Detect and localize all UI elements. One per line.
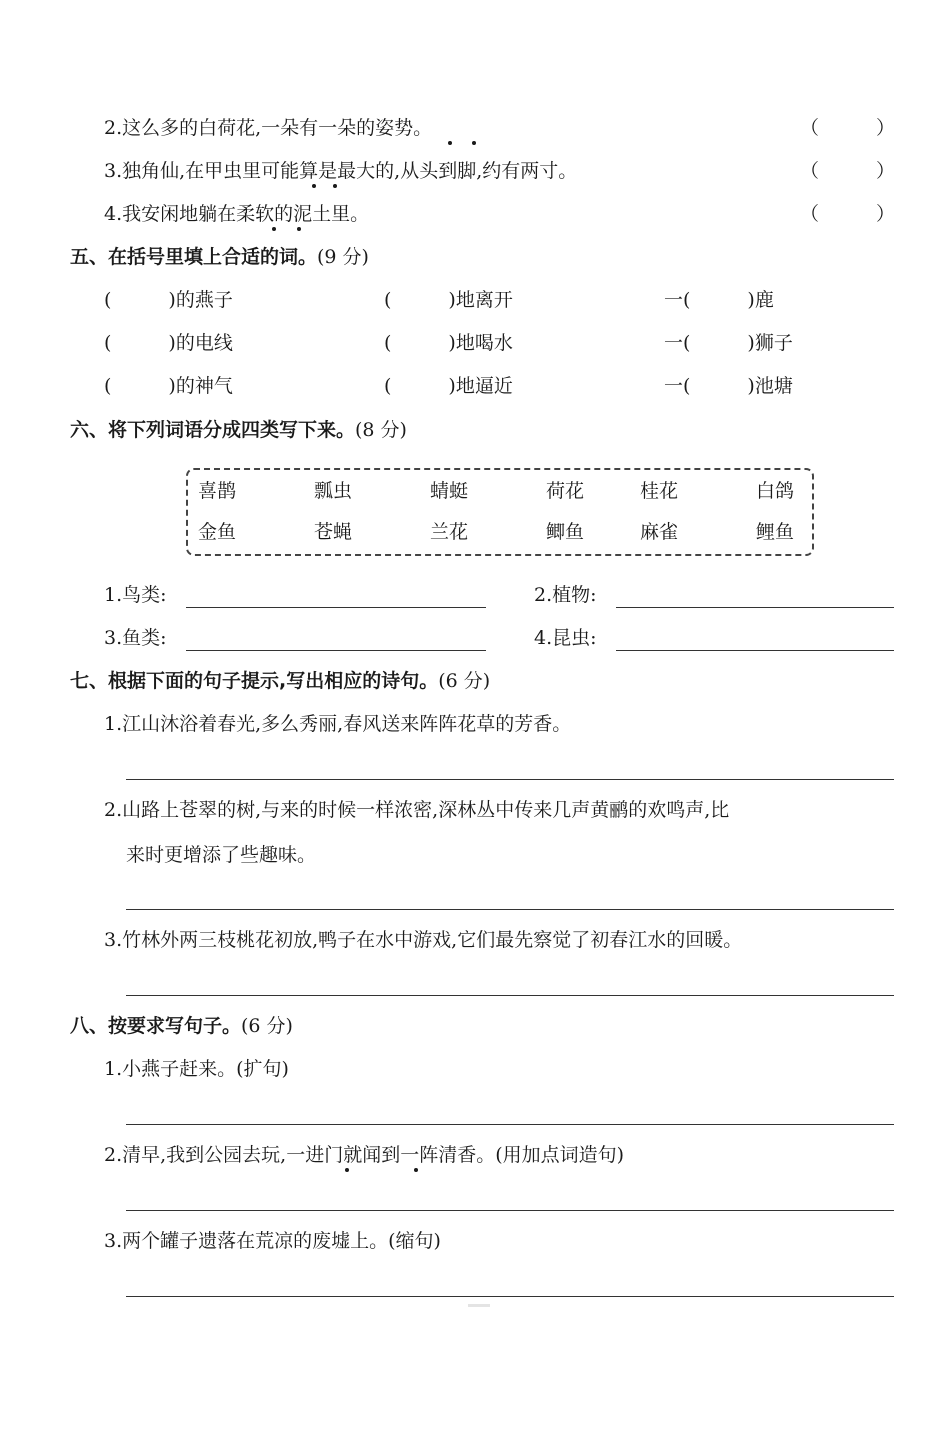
category-label-birds: 1.鸟类: xyxy=(104,584,167,606)
word-bank-word: 苍蝇 xyxy=(314,521,353,543)
emphasis-dot xyxy=(297,227,301,231)
s5-cell[interactable]: 一( )狮子 xyxy=(664,332,793,354)
s5-cell[interactable]: ( )的神气 xyxy=(104,375,233,397)
section6-title-text: 六、将下列词语分成四类写下来。 xyxy=(70,419,356,441)
word-bank-word: 白鸽 xyxy=(756,480,795,502)
word-bank-word: 金鱼 xyxy=(198,521,237,543)
s7-question-2-cont: 来时更增添了些趣味。 xyxy=(126,844,317,866)
section5-title xyxy=(70,245,369,269)
s8-answer-line-2[interactable] xyxy=(126,1210,894,1211)
s4-answer-paren-3[interactable]: （ ） xyxy=(800,160,895,182)
answer-line-insects[interactable] xyxy=(616,650,894,651)
word-bank-word: 兰花 xyxy=(430,521,469,543)
s7-question-1: 1.江山沐浴着春光,多么秀丽,春风送来阵阵花草的芳香。 xyxy=(104,713,572,735)
word-bank-box xyxy=(186,468,814,556)
s7-question-3: 3.竹林外两三枝桃花初放,鸭子在水中游戏,它们最先察觉了初春江水的回暖。 xyxy=(104,929,743,951)
answer-line-birds[interactable] xyxy=(186,607,486,608)
s5-cell[interactable]: 一( )鹿 xyxy=(664,289,774,311)
emphasis-dot xyxy=(312,184,316,188)
s7-answer-line-1[interactable] xyxy=(126,779,894,780)
word-bank-word: 鲫鱼 xyxy=(546,521,585,543)
emphasis-dot xyxy=(472,141,476,145)
section5-points: (9 分) xyxy=(317,246,369,268)
section6-title xyxy=(70,418,407,442)
section8-points: (6 分) xyxy=(241,1015,293,1037)
answer-line-plants[interactable] xyxy=(616,607,894,608)
s7-question-2: 2.山路上苍翠的树,与来的时候一样浓密,深林丛中传来几声黄鹂的欢鸣声,比 xyxy=(104,799,730,821)
s8-answer-line-3[interactable] xyxy=(126,1296,894,1297)
emphasis-dot xyxy=(414,1168,418,1172)
s8-answer-line-1[interactable] xyxy=(126,1124,894,1125)
page-mark xyxy=(468,1304,490,1307)
section6-points: (8 分) xyxy=(355,419,407,441)
s5-cell[interactable]: ( )的电线 xyxy=(104,332,233,354)
s5-cell[interactable]: ( )地逼近 xyxy=(384,375,513,397)
emphasis-dot xyxy=(345,1168,349,1172)
s8-question-3: 3.两个罐子遗落在荒凉的废墟上。(缩句) xyxy=(104,1230,441,1252)
section7-points: (6 分) xyxy=(438,670,491,692)
s5-cell[interactable]: ( )的燕子 xyxy=(104,289,233,311)
word-bank-word: 麻雀 xyxy=(640,521,679,543)
s4-item-4: 4.我安闲地躺在柔软的泥土里。 xyxy=(104,203,370,225)
s4-answer-paren-4[interactable]: （ ） xyxy=(800,203,895,225)
emphasis-dot xyxy=(333,184,337,188)
emphasis-dot xyxy=(272,227,276,231)
s4-item-2: 2.这么多的白荷花,一朵有一朵的姿势。 xyxy=(104,117,433,139)
section8-title xyxy=(70,1014,293,1038)
category-label-plants: 2.植物: xyxy=(534,584,597,606)
category-label-fish: 3.鱼类: xyxy=(104,627,167,649)
s5-cell[interactable]: 一( )池塘 xyxy=(664,375,793,397)
word-bank-word: 喜鹊 xyxy=(198,480,237,502)
emphasis-dot xyxy=(448,141,452,145)
section8-title-text: 八、按要求写句子。 xyxy=(70,1015,242,1037)
s4-answer-paren-2[interactable]: （ ） xyxy=(800,117,895,139)
s5-cell[interactable]: ( )地离开 xyxy=(384,289,513,311)
s5-cell[interactable]: ( )地喝水 xyxy=(384,332,513,354)
answer-line-fish[interactable] xyxy=(186,650,486,651)
s7-answer-line-2[interactable] xyxy=(126,909,894,910)
word-bank-word: 瓢虫 xyxy=(314,480,353,502)
word-bank-word: 荷花 xyxy=(546,480,585,502)
word-bank-word: 桂花 xyxy=(640,480,679,502)
s4-item-3: 3.独角仙,在甲虫里可能算是最大的,从头到脚,约有两寸。 xyxy=(104,160,578,182)
category-label-insects: 4.昆虫: xyxy=(534,627,597,649)
section7-title xyxy=(70,669,490,693)
s8-question-1: 1.小燕子赶来。(扩句) xyxy=(104,1058,289,1080)
word-bank-word: 蜻蜓 xyxy=(430,480,469,502)
section5-title-text: 五、在括号里填上合适的词。 xyxy=(70,246,318,268)
s8-question-2: 2.清早,我到公园去玩,一进门就闻到一阵清香。(用加点词造句) xyxy=(104,1144,625,1166)
s7-answer-line-3[interactable] xyxy=(126,995,894,996)
section7-title-text: 七、根据下面的句子提示,写出相应的诗句。 xyxy=(70,670,439,692)
word-bank-word: 鲤鱼 xyxy=(756,521,795,543)
